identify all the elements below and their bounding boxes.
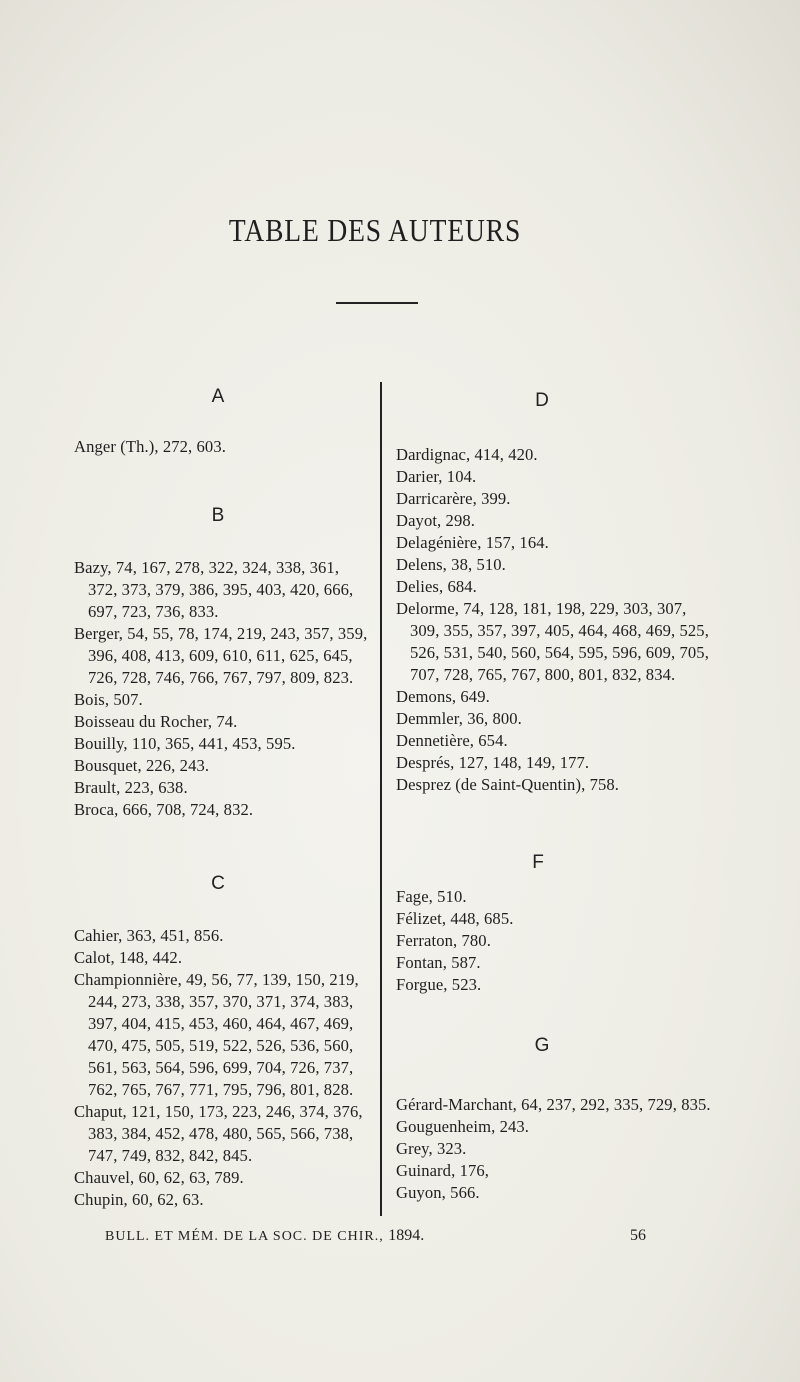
- index-entry: Guinard, 176,: [396, 1161, 490, 1180]
- section-g-entries: [396, 1094, 714, 1204]
- section-letter-b: B: [211, 505, 225, 526]
- index-entry: Broca, 666, 708, 724, 832.: [74, 800, 254, 819]
- index-entry: Bouilly, 110, 365, 441, 453, 595.: [74, 734, 296, 753]
- index-entry: Cahier, 363, 451, 856.: [74, 926, 224, 945]
- section-a-entries: [74, 436, 370, 458]
- index-entry: Boisseau du Rocher, 74.: [74, 712, 238, 731]
- section-b-entries: [74, 557, 370, 821]
- page-number: 56: [630, 1227, 646, 1244]
- index-entry: Guyon, 566.: [396, 1183, 480, 1202]
- index-entry: Félizet, 448, 685.: [396, 909, 514, 928]
- index-entry: Dardignac, 414, 420.: [396, 445, 538, 464]
- index-entry: Dennetière, 654.: [396, 731, 508, 750]
- section-c-entries: [74, 925, 370, 1211]
- index-entry: Demmler, 36, 800.: [396, 709, 522, 728]
- page-footer: [0, 1225, 800, 1249]
- title-rule: [336, 302, 418, 304]
- index-entry: Brault, 223, 638.: [74, 778, 188, 797]
- index-entry: Chaput, 121, 150, 173, 223, 246, 374, 376, 383, 384, 452, 478, 480, 565, 566, 738, 747, 749, 832, 842, 845.: [74, 1102, 363, 1165]
- index-entry: Dayot, 298.: [396, 511, 475, 530]
- index-entry: Gérard-Marchant, 64, 237, 292, 335, 729, 835.: [396, 1095, 711, 1114]
- index-entry: Chauvel, 60, 62, 63, 789.: [74, 1168, 244, 1187]
- index-entry: Delens, 38, 510.: [396, 555, 506, 574]
- index-entry: Anger (Th.), 272, 603.: [74, 437, 226, 456]
- index-entry: Bousquet, 226, 243.: [74, 756, 210, 775]
- index-entry: Berger, 54, 55, 78, 174, 219, 243, 357, 359, 396, 408, 413, 609, 610, 611, 625, 645, 726, 728, 746, 766, 767, 797, 809, 823.: [74, 624, 368, 687]
- index-entry: Grey, 323.: [396, 1139, 467, 1158]
- section-f-entries: [396, 886, 714, 996]
- footer-year: 1894.: [388, 1227, 425, 1244]
- section-letter-c: C: [211, 873, 225, 894]
- index-entry: Delorme, 74, 128, 181, 198, 229, 303, 307, 309, 355, 357, 397, 405, 464, 468, 469, 525, 526, 531, 540, 560, 564, 595, 596, 609, 705, 707, 728, 765, 767, 800, 801, 832, 834.: [396, 599, 709, 684]
- section-letter-a: A: [211, 386, 225, 407]
- index-entry: Desprez (de Saint-Quentin), 758.: [396, 775, 620, 794]
- index-entry: Ferraton, 780.: [396, 931, 491, 950]
- section-letter-g: G: [534, 1035, 550, 1056]
- footer-journal: BULL. ET MÉM. DE LA SOC. DE CHIR.,: [105, 1229, 384, 1244]
- page-title: TABLE DES AUTEURS: [228, 212, 522, 248]
- index-entry: Fage, 510.: [396, 887, 467, 906]
- index-entry: Bazy, 74, 167, 278, 322, 324, 338, 361, 372, 373, 379, 386, 395, 403, 420, 666, 697, 723, 736, 833.: [74, 558, 354, 621]
- index-entry: Darier, 104.: [396, 467, 477, 486]
- column-divider: [380, 382, 382, 1216]
- section-letter-d: D: [535, 390, 549, 411]
- index-entry: Delagénière, 157, 164.: [396, 533, 549, 552]
- section-letter-f: F: [532, 852, 544, 873]
- index-entry: Bois, 507.: [74, 690, 143, 709]
- index-entry: Després, 127, 148, 149, 177.: [396, 753, 590, 772]
- index-entry: Chupin, 60, 62, 63.: [74, 1190, 204, 1209]
- section-d-entries: [396, 444, 714, 796]
- footer-citation: [105, 1227, 424, 1245]
- index-entry: Calot, 148, 442.: [74, 948, 183, 967]
- index-entry: Gouguenheim, 243.: [396, 1117, 530, 1136]
- index-entry: Forgue, 523.: [396, 975, 482, 994]
- index-entry: Championnière, 49, 56, 77, 139, 150, 219, 244, 273, 338, 357, 370, 371, 374, 383, 397, 404, 415, 453, 460, 464, 467, 469, 470, 475, 505, 519, 522, 526, 536, 560, 561, 563, 564, 596, 699, 704, 726, 737, 762, 765, 767, 771, 795, 796, 801, 828.: [74, 970, 359, 1099]
- index-entry: Delies, 684.: [396, 577, 477, 596]
- index-entry: Fontan, 587.: [396, 953, 481, 972]
- index-entry: Demons, 649.: [396, 687, 490, 706]
- index-entry: Darricarère, 399.: [396, 489, 511, 508]
